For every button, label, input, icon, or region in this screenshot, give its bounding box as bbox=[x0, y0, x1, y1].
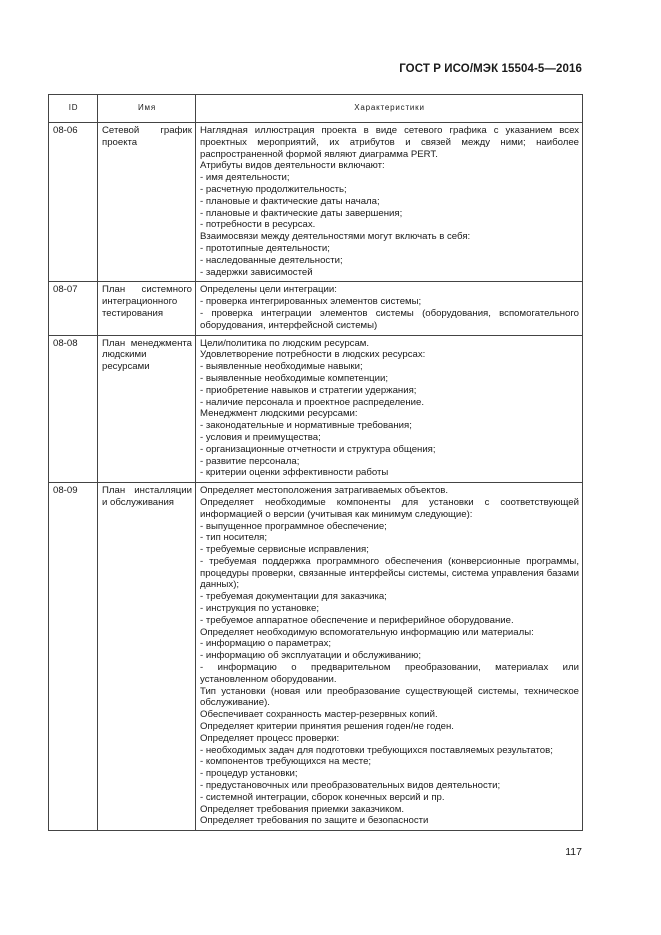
characteristic-line: - компонентов требующихся на месте; bbox=[200, 756, 372, 768]
characteristic-line: - имя деятельности; bbox=[200, 172, 290, 184]
table-row bbox=[49, 483, 583, 831]
column-header-id: ID bbox=[49, 95, 98, 123]
characteristic-line: - предустановочных или преобразовательных видов деятельности; bbox=[200, 780, 501, 792]
characteristic-line: - выпущенное программное обеспечение; bbox=[200, 520, 387, 532]
row-name: Сетевой график проекта bbox=[98, 123, 196, 282]
characteristic-line: Взаимосвязи между деятельностями могут включать в себя: bbox=[200, 231, 471, 243]
characteristic-line: Определяет местоположения затрагиваемых объектов. bbox=[200, 485, 449, 497]
characteristic-line: - выявленные необходимые компетенции; bbox=[200, 372, 389, 384]
characteristic-line: Цели/политика по людским ресурсам. bbox=[200, 337, 370, 349]
characteristic-line: - требуемое аппаратное обеспечение и периферийное оборудование. bbox=[200, 614, 514, 626]
characteristic-line: - информацию о параметрах; bbox=[200, 638, 332, 650]
document-code-header: ГОСТ Р ИСО/МЭК 15504-5—2016 bbox=[399, 63, 582, 75]
row-id: 08-06 bbox=[49, 123, 98, 282]
characteristic-line: - системной интеграции, сборок конечных версий и пр. bbox=[200, 791, 445, 803]
characteristic-line: - развитие персонала; bbox=[200, 455, 300, 467]
characteristic-line: - требуемая документации для заказчика; bbox=[200, 591, 387, 603]
characteristic-line: - информацию о предварительном преобразовании, материалах или установленном оборудовании. bbox=[200, 662, 579, 685]
characteristic-line: - инструкция по установке; bbox=[200, 603, 319, 615]
characteristic-line: - прототипные деятельности; bbox=[200, 242, 330, 254]
characteristic-line: - информацию об эксплуатации и обслуживанию; bbox=[200, 650, 421, 662]
characteristic-line: - плановые и фактические даты завершения; bbox=[200, 207, 403, 219]
characteristic-line: - тип носителя; bbox=[200, 532, 268, 544]
table-body bbox=[49, 123, 583, 831]
characteristic-line: - потребности в ресурсах. bbox=[200, 219, 316, 231]
characteristic-line: - задержки зависимостей bbox=[200, 266, 313, 278]
row-name: План системного интеграционного тестирования bbox=[98, 282, 196, 335]
characteristic-line: - наличие персонала и проектное распределение. bbox=[200, 396, 425, 408]
table-row bbox=[49, 282, 583, 335]
characteristic-line: Определяет процесс проверки: bbox=[200, 732, 340, 744]
characteristic-line: - условия и преимущества; bbox=[200, 431, 321, 443]
characteristic-line: - процедур установки; bbox=[200, 768, 298, 780]
row-name: План инсталляции и обслуживания bbox=[98, 483, 196, 831]
characteristic-line: Определяет необходимую вспомогательную информацию или материалы: bbox=[200, 626, 534, 638]
row-id: 08-07 bbox=[49, 282, 98, 335]
characteristic-line: Определяет требования по защите и безопасности bbox=[200, 815, 429, 827]
characteristic-line: - расчетную продолжительность; bbox=[200, 183, 347, 195]
row-name: План менеджмента людскими ресурсами bbox=[98, 335, 196, 483]
characteristic-line: Определены цели интеграции: bbox=[200, 284, 337, 296]
characteristic-line: - проверка интегрированных элементов системы; bbox=[200, 296, 422, 308]
characteristic-line: - плановые и фактические даты начала; bbox=[200, 195, 380, 207]
characteristic-line: - наследованные деятельности; bbox=[200, 254, 343, 266]
characteristic-line: Тип установки (новая или преобразование существующей системы, техническое обслуживание). bbox=[200, 685, 579, 709]
table-row bbox=[49, 123, 583, 282]
page-number: 117 bbox=[565, 846, 582, 858]
characteristic-line: - необходимых задач для подготовки требующихся поставляемых результатов; bbox=[200, 744, 553, 756]
characteristic-line: - требуемые сервисные исправления; bbox=[200, 544, 369, 556]
characteristic-line: - законодательные и нормативные требования; bbox=[200, 420, 412, 432]
table-header-row bbox=[49, 95, 583, 123]
characteristic-line: - выявленные необходимые навыки; bbox=[200, 361, 363, 373]
characteristic-line: Определяет требования приемки заказчиком. bbox=[200, 803, 404, 815]
row-characteristics bbox=[196, 335, 583, 483]
row-characteristics bbox=[196, 123, 583, 282]
column-header-characteristics: Характеристики bbox=[196, 95, 583, 123]
column-header-name: Имя bbox=[98, 95, 196, 123]
characteristic-line: - проверка интеграции элементов системы (оборудования, вспомогательного оборудования, интерфейсной системы) bbox=[200, 307, 579, 331]
work-products-table bbox=[48, 94, 583, 831]
row-characteristics bbox=[196, 483, 583, 831]
characteristic-line: Наглядная иллюстрация проекта в виде сетевого графика с указанием всех проектных мероприятий, их атрибутов и связей между ними; наиболее распространенной формой являют диаграмма PERT. bbox=[200, 125, 579, 160]
characteristic-line: Определяет критерии принятия решения годен/не годен. bbox=[200, 721, 454, 733]
characteristic-line: Атрибуты видов деятельности включают: bbox=[200, 160, 385, 172]
table-row bbox=[49, 335, 583, 483]
row-id: 08-08 bbox=[49, 335, 98, 483]
characteristic-line: Определяет необходимые компоненты для установки с соответствующей информацией о версии (учитывая как минимум следующие): bbox=[200, 496, 579, 520]
characteristic-line: - критерии оценки эффективности работы bbox=[200, 467, 389, 479]
characteristic-line: - требуемая поддержка программного обеспечения (конверсионные программы, процедуры проверки, связанные интерфейсы системы, система управления базами данных); bbox=[200, 555, 579, 591]
characteristic-line: - приобретение навыков и стратегии удержания; bbox=[200, 384, 417, 396]
row-characteristics bbox=[196, 282, 583, 335]
characteristic-line: Менеджмент людскими ресурсами: bbox=[200, 408, 358, 420]
characteristic-line: Обеспечивает сохранность мастер-резервных копий. bbox=[200, 709, 438, 721]
characteristic-line: - организационные отчетности и структура общения; bbox=[200, 443, 436, 455]
row-id: 08-09 bbox=[49, 483, 98, 831]
characteristic-line: Удовлетворение потребности в людских ресурсах: bbox=[200, 349, 426, 361]
